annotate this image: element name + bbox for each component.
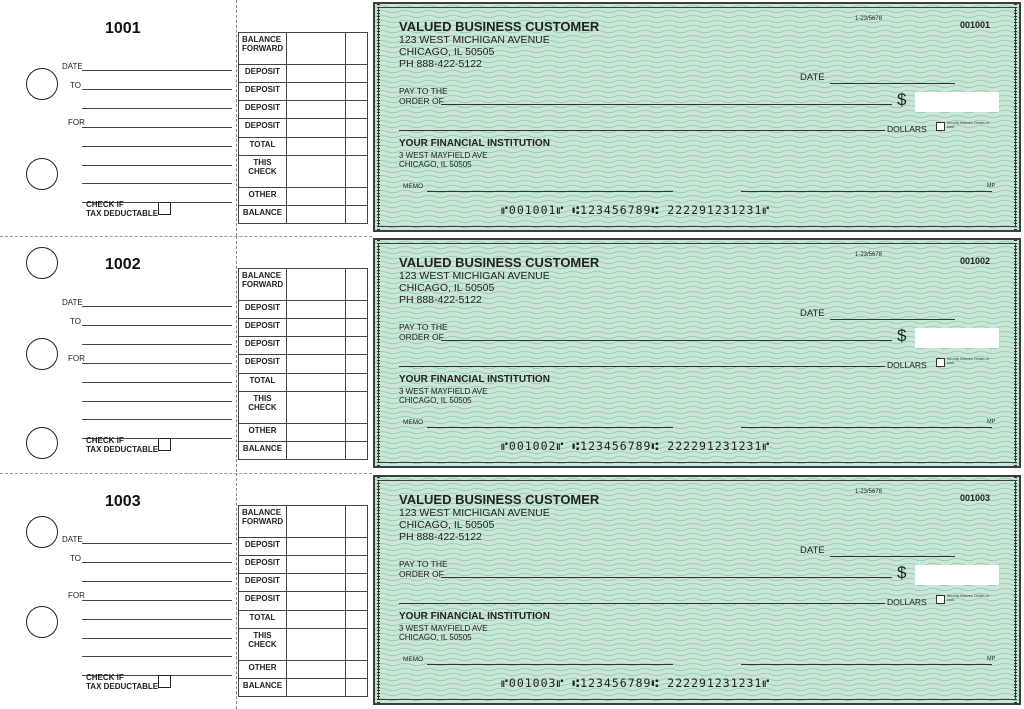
balance-label: BALANCE: [239, 441, 287, 459]
routing-fraction: 1-23/5678: [855, 16, 883, 22]
ledger-cents[interactable]: [346, 83, 368, 101]
ledger-cents[interactable]: [346, 574, 368, 592]
ledger-cents[interactable]: [346, 119, 368, 137]
routing-fraction: 1-23/5678: [855, 489, 883, 495]
ledger-cents[interactable]: [346, 300, 368, 318]
ledger-amount[interactable]: [286, 610, 345, 628]
pay-to-label: PAY TO THE ORDER OF: [399, 86, 448, 106]
written-amount-field[interactable]: [399, 366, 885, 367]
check-number: 001002: [960, 256, 991, 266]
stub-line[interactable]: [82, 165, 232, 166]
payee-field[interactable]: [441, 340, 892, 341]
ledger-amount[interactable]: [286, 660, 345, 678]
check-date-field[interactable]: [830, 319, 955, 320]
check-edge-pattern: [1014, 477, 1017, 703]
stub-date-label: DATE: [62, 62, 83, 71]
ledger-amount[interactable]: [286, 319, 345, 337]
memo-field[interactable]: [427, 664, 673, 665]
balance-forward-label: BALANCE FORWARD: [239, 269, 287, 301]
check-stub: [0, 473, 372, 709]
balance-label: BALANCE: [239, 205, 287, 223]
punch-hole: [26, 427, 58, 459]
memo-label: MEMO: [403, 656, 424, 663]
bank-address-line1: 3 WEST MAYFIELD AVE: [399, 151, 488, 160]
business-check: [373, 2, 1021, 232]
dollar-sign: $: [897, 563, 907, 582]
stub-line[interactable]: [82, 401, 232, 402]
ledger-amount[interactable]: [286, 155, 345, 187]
stub-line[interactable]: [82, 619, 232, 620]
stub-date-label: DATE: [62, 535, 83, 544]
total-label: TOTAL: [239, 373, 287, 391]
signature-line[interactable]: [741, 664, 992, 665]
company-address-line1: 123 WEST MICHIGAN AVENUE: [399, 270, 550, 282]
deposit-label: DEPOSIT: [239, 300, 287, 318]
stub-ledger: [238, 32, 368, 224]
company-address-line2: CHICAGO, IL 50505: [399, 282, 495, 294]
total-label: TOTAL: [239, 137, 287, 155]
other-label: OTHER: [239, 187, 287, 205]
company-address-line2: CHICAGO, IL 50505: [399, 46, 495, 58]
deposit-label: DEPOSIT: [239, 592, 287, 610]
check-edge-pattern: [1014, 4, 1017, 230]
micr-line: ⑈001001⑈ ⑆123456789⑆ 222291231231⑈: [501, 203, 771, 217]
check-row: [0, 0, 1024, 236]
ledger-cents[interactable]: [346, 556, 368, 574]
check-date-field[interactable]: [830, 83, 955, 84]
stub-to-line-2[interactable]: [82, 344, 232, 345]
check-date-label: DATE: [800, 308, 825, 319]
dollar-sign: $: [897, 326, 907, 345]
amount-box[interactable]: [915, 565, 999, 585]
company-phone: PH 888-422-5122: [399, 531, 482, 543]
signature-line[interactable]: [741, 427, 992, 428]
company-name: VALUED BUSINESS CUSTOMER: [399, 492, 600, 507]
ledger-cents[interactable]: [346, 155, 368, 187]
ledger-amount[interactable]: [286, 83, 345, 101]
ledger-amount[interactable]: [286, 678, 345, 696]
stub-for-line[interactable]: [82, 127, 232, 128]
mp-label: MP: [987, 419, 996, 425]
stub-line[interactable]: [82, 419, 232, 420]
check-edge-pattern: [377, 477, 380, 703]
ledger-amount[interactable]: [286, 101, 345, 119]
ledger-amount[interactable]: [286, 355, 345, 373]
ledger-amount[interactable]: [286, 137, 345, 155]
mp-label: MP: [987, 656, 996, 662]
dollars-label: DOLLARS: [887, 597, 927, 607]
deposit-label: DEPOSIT: [239, 119, 287, 137]
deposit-label: DEPOSIT: [239, 101, 287, 119]
stub-to-line[interactable]: [82, 325, 232, 326]
ledger-cents[interactable]: [346, 660, 368, 678]
stub-date-line[interactable]: [82, 306, 232, 307]
ledger-cents[interactable]: [346, 187, 368, 205]
ledger-amount[interactable]: [286, 337, 345, 355]
ledger-cents[interactable]: [346, 391, 368, 423]
stub-ledger: [238, 505, 368, 697]
stub-line[interactable]: [82, 638, 232, 639]
ledger-amount[interactable]: [286, 391, 345, 423]
ledger-amount[interactable]: [286, 506, 345, 538]
company-address-line1: 123 WEST MICHIGAN AVENUE: [399, 507, 550, 519]
perforation-vertical: [236, 0, 237, 236]
tax-deductible-label: CHECK IF TAX DEDUCTABLE: [86, 436, 159, 454]
tax-deductible-checkbox[interactable]: [158, 438, 171, 451]
ledger-cents[interactable]: [346, 610, 368, 628]
ledger-amount[interactable]: [286, 628, 345, 660]
stub-date-label: DATE: [62, 298, 83, 307]
deposit-label: DEPOSIT: [239, 556, 287, 574]
business-check: [373, 238, 1021, 468]
bank-address-line2: CHICAGO, IL 50505: [399, 633, 472, 642]
ledger-cents[interactable]: [346, 441, 368, 459]
ledger-cents[interactable]: [346, 506, 368, 538]
perforation-horizontal: [0, 236, 372, 237]
perforation-vertical: [236, 236, 237, 472]
ledger-amount[interactable]: [286, 441, 345, 459]
ledger-cents[interactable]: [346, 678, 368, 696]
company-name: VALUED BUSINESS CUSTOMER: [399, 255, 600, 270]
ledger-amount[interactable]: [286, 574, 345, 592]
check-row: [0, 236, 1024, 472]
perforation-vertical: [236, 473, 237, 709]
stub-line[interactable]: [82, 146, 232, 147]
ledger-amount[interactable]: [286, 373, 345, 391]
tax-deductible-checkbox[interactable]: [158, 675, 171, 688]
stub-for-line[interactable]: [82, 363, 232, 364]
check-date-label: DATE: [800, 72, 825, 83]
balance-forward-label: BALANCE FORWARD: [239, 33, 287, 65]
ledger-cents[interactable]: [346, 373, 368, 391]
ledger-cents[interactable]: [346, 337, 368, 355]
check-stub: [0, 0, 372, 236]
balance-label: BALANCE: [239, 678, 287, 696]
bank-address-line2: CHICAGO, IL 50505: [399, 396, 472, 405]
business-check: [373, 475, 1021, 705]
stub-number: 1003: [105, 493, 141, 510]
ledger-amount[interactable]: [286, 205, 345, 223]
punch-hole: [26, 68, 58, 100]
stub-to-label: TO: [70, 554, 81, 563]
check-edge-pattern: [377, 240, 380, 466]
punch-hole: [26, 606, 58, 638]
written-amount-field[interactable]: [399, 603, 885, 604]
ledger-cents[interactable]: [346, 423, 368, 441]
deposit-label: DEPOSIT: [239, 537, 287, 555]
memo-label: MEMO: [403, 183, 424, 190]
stub-to-label: TO: [70, 81, 81, 90]
ledger-cents[interactable]: [346, 205, 368, 223]
tax-deductible-label: CHECK IF TAX DEDUCTABLE: [86, 673, 159, 691]
security-features-note: Security features. Details on back.: [947, 357, 990, 365]
deposit-label: DEPOSIT: [239, 64, 287, 82]
stub-line[interactable]: [82, 382, 232, 383]
security-features-note: Security features. Details on back.: [947, 121, 990, 129]
other-label: OTHER: [239, 423, 287, 441]
amount-box[interactable]: [915, 92, 999, 112]
tax-deductible-checkbox[interactable]: [158, 202, 171, 215]
check-date-field[interactable]: [830, 556, 955, 557]
micr-line: ⑈001002⑈ ⑆123456789⑆ 222291231231⑈: [501, 439, 771, 453]
ledger-amount[interactable]: [286, 187, 345, 205]
stub-for-label: FOR: [68, 591, 85, 600]
memo-field[interactable]: [427, 427, 673, 428]
company-name: VALUED BUSINESS CUSTOMER: [399, 19, 600, 34]
this-check-label: THIS CHECK: [239, 391, 287, 423]
tax-deductible-label: CHECK IF TAX DEDUCTABLE: [86, 200, 159, 218]
memo-label: MEMO: [403, 419, 424, 426]
bank-name: YOUR FINANCIAL INSTITUTION: [399, 138, 550, 149]
mp-label: MP: [987, 183, 996, 189]
ledger-cents[interactable]: [346, 33, 368, 65]
check-row: [0, 473, 1024, 709]
punch-hole: [26, 158, 58, 190]
stub-to-line[interactable]: [82, 89, 232, 90]
check-date-label: DATE: [800, 545, 825, 556]
total-label: TOTAL: [239, 610, 287, 628]
stub-to-line[interactable]: [82, 562, 232, 563]
stub-to-line-2[interactable]: [82, 581, 232, 582]
this-check-label: THIS CHECK: [239, 628, 287, 660]
stub-number: 1002: [105, 256, 141, 273]
ledger-cents[interactable]: [346, 319, 368, 337]
pay-to-label: PAY TO THE ORDER OF: [399, 559, 448, 579]
ledger-amount[interactable]: [286, 592, 345, 610]
written-amount-field[interactable]: [399, 130, 885, 131]
deposit-label: DEPOSIT: [239, 83, 287, 101]
ledger-amount[interactable]: [286, 269, 345, 301]
stub-ledger: [238, 268, 368, 460]
dollars-label: DOLLARS: [887, 124, 927, 134]
ledger-amount[interactable]: [286, 423, 345, 441]
pay-to-label: PAY TO THE ORDER OF: [399, 322, 448, 342]
deposit-label: DEPOSIT: [239, 574, 287, 592]
check-edge-pattern: [377, 4, 380, 230]
check-number: 001001: [960, 20, 991, 30]
ledger-cents[interactable]: [346, 628, 368, 660]
ledger-cents[interactable]: [346, 537, 368, 555]
this-check-label: THIS CHECK: [239, 155, 287, 187]
ledger-amount[interactable]: [286, 33, 345, 65]
punch-hole: [26, 338, 58, 370]
other-label: OTHER: [239, 660, 287, 678]
company-address-line2: CHICAGO, IL 50505: [399, 519, 495, 531]
ledger-amount[interactable]: [286, 556, 345, 574]
ledger-cents[interactable]: [346, 64, 368, 82]
stub-line[interactable]: [82, 183, 232, 184]
payee-field[interactable]: [441, 577, 892, 578]
punch-hole: [26, 247, 58, 279]
ledger-cents[interactable]: [346, 355, 368, 373]
punch-hole: [26, 516, 58, 548]
ledger-cents[interactable]: [346, 137, 368, 155]
company-address-line1: 123 WEST MICHIGAN AVENUE: [399, 34, 550, 46]
memo-field[interactable]: [427, 191, 673, 192]
stub-for-label: FOR: [68, 354, 85, 363]
payee-field[interactable]: [441, 104, 892, 105]
signature-line[interactable]: [741, 191, 992, 192]
stub-line[interactable]: [82, 656, 232, 657]
check-edge-pattern: [1014, 240, 1017, 466]
stub-date-line[interactable]: [82, 70, 232, 71]
deposit-label: DEPOSIT: [239, 319, 287, 337]
bank-address-line1: 3 WEST MAYFIELD AVE: [399, 624, 488, 633]
security-features-note: Security features. Details on back.: [947, 594, 990, 602]
padlock-icon: [936, 595, 945, 604]
ledger-cents[interactable]: [346, 592, 368, 610]
deposit-label: DEPOSIT: [239, 337, 287, 355]
ledger-amount[interactable]: [286, 64, 345, 82]
stub-to-line-2[interactable]: [82, 108, 232, 109]
padlock-icon: [936, 122, 945, 131]
stub-for-line[interactable]: [82, 600, 232, 601]
ledger-amount[interactable]: [286, 119, 345, 137]
bank-address-line1: 3 WEST MAYFIELD AVE: [399, 387, 488, 396]
micr-line: ⑈001003⑈ ⑆123456789⑆ 222291231231⑈: [501, 676, 771, 690]
perforation-horizontal: [0, 473, 372, 474]
check-stub: [0, 236, 372, 472]
routing-fraction: 1-23/5678: [855, 252, 883, 258]
stub-number: 1001: [105, 20, 141, 37]
ledger-cents[interactable]: [346, 101, 368, 119]
bank-name: YOUR FINANCIAL INSTITUTION: [399, 374, 550, 385]
ledger-amount[interactable]: [286, 300, 345, 318]
dollar-sign: $: [897, 90, 907, 109]
bank-address-line2: CHICAGO, IL 50505: [399, 160, 472, 169]
bank-name: YOUR FINANCIAL INSTITUTION: [399, 611, 550, 622]
ledger-cents[interactable]: [346, 269, 368, 301]
ledger-amount[interactable]: [286, 537, 345, 555]
company-phone: PH 888-422-5122: [399, 58, 482, 70]
stub-to-label: TO: [70, 317, 81, 326]
padlock-icon: [936, 358, 945, 367]
company-phone: PH 888-422-5122: [399, 294, 482, 306]
check-number: 001003: [960, 493, 991, 503]
amount-box[interactable]: [915, 328, 999, 348]
stub-for-label: FOR: [68, 118, 85, 127]
dollars-label: DOLLARS: [887, 360, 927, 370]
balance-forward-label: BALANCE FORWARD: [239, 506, 287, 538]
stub-date-line[interactable]: [82, 543, 232, 544]
deposit-label: DEPOSIT: [239, 355, 287, 373]
